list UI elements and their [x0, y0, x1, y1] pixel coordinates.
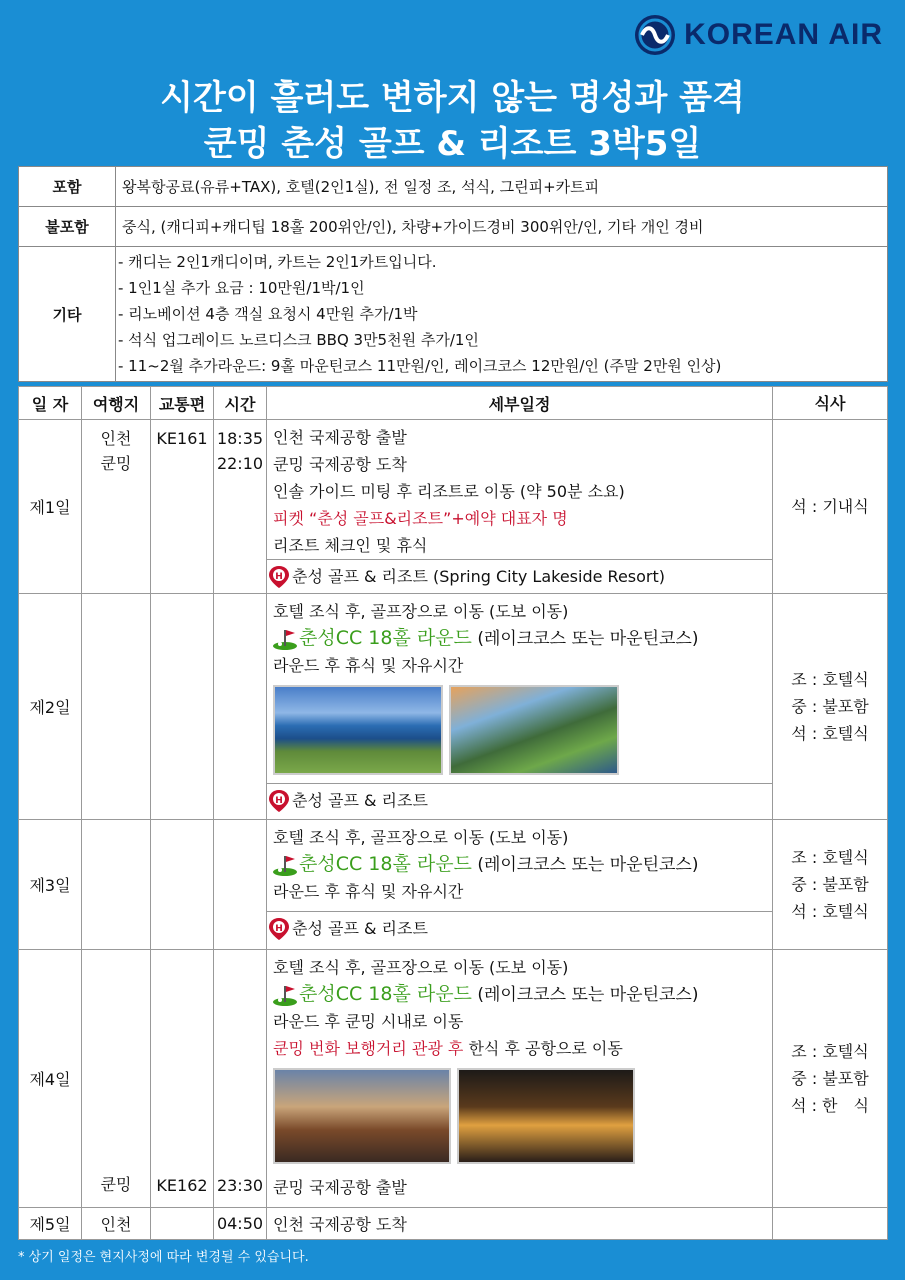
day1-city-arrive: 쿤밍: [100, 454, 132, 473]
hotel-pin-icon: [269, 918, 289, 940]
golf-flag-icon: [273, 628, 299, 650]
other-line: - 석식 업그레이드 노르디스크 BBQ 3만5천원 추가/1인: [118, 331, 479, 349]
hotel-pin-icon: [269, 790, 289, 812]
kunming-street-photo: [273, 1068, 451, 1164]
kunming-night-street-photo: [457, 1068, 635, 1164]
day4-meal-dinner: 석 : 한 식: [791, 1096, 869, 1115]
exclude-row: [19, 207, 888, 247]
day3-meal-dinner: 석 : 호텔식: [791, 902, 869, 921]
golf-flag-icon: [273, 854, 299, 876]
day2-meal-lunch: 중 : 불포함: [791, 697, 869, 716]
day2-detail-line: 호텔 조식 후, 골프장으로 이동 (도보 이동): [273, 602, 569, 621]
other-line: - 리노베이션 4층 객실 요청시 4만원 추가/1박: [118, 305, 418, 323]
day1-meal: 석 : 기내식: [773, 420, 888, 594]
day4-tour-line: [273, 1035, 772, 1062]
day3-detail-line: 라운드 후 휴식 및 자유시간: [273, 882, 464, 901]
day4-tour-rest: 한식 후 공항으로 이동: [463, 1039, 623, 1058]
day5-city: 인천: [82, 1208, 151, 1240]
day4-photos: [273, 1062, 772, 1172]
day3-golf-line: [273, 851, 772, 878]
include-text: 왕복항공료(유류+TAX), 호텔(2인1실), 전 일정 조, 석식, 그린피+카트피: [116, 167, 888, 207]
day2-hotel: [267, 783, 772, 817]
other-label: 기타: [19, 247, 116, 382]
svg-text:H: H: [275, 923, 283, 934]
day4-tour-highlight: 쿤밍 번화 보행거리 관광 후: [273, 1039, 464, 1058]
day3-hotel: [267, 911, 772, 945]
korean-air-logo: [634, 14, 883, 56]
day3-meal-lunch: 중 : 불포함: [791, 875, 869, 894]
mountain-golf-photo: [449, 685, 619, 775]
lake-golf-photo: [273, 685, 443, 775]
day2-row: [19, 594, 888, 820]
footer-note: * 상기 일정은 현지사정에 따라 변경될 수 있습니다.: [18, 1250, 309, 1265]
brand-name: KOREAN AIR: [684, 18, 883, 51]
day4-golf-main: 춘성CC 18홀 라운드: [299, 983, 472, 1005]
day1-label: 제1일: [19, 420, 82, 594]
day3-label: 제3일: [19, 820, 82, 950]
day5-time: 04:50: [214, 1208, 267, 1240]
exclude-label: 불포함: [19, 207, 116, 247]
day4-row: [19, 950, 888, 1208]
day4-city: 쿤밍: [100, 1175, 132, 1194]
day1-detail-line: 리조트 체크인 및 휴식: [273, 536, 428, 555]
itinerary-header-row: [19, 387, 888, 420]
day2-detail-line: 라운드 후 휴식 및 자유시간: [273, 656, 464, 675]
day5-row: [19, 1208, 888, 1240]
header-city: 여행지: [82, 387, 151, 420]
other-line: - 11~2월 추가라운드: 9홀 마운틴코스 11만원/인, 레이크코스 12만원/인 (주말 2만원 인상): [118, 357, 722, 375]
svg-text:H: H: [275, 795, 283, 806]
day1-picket-line: 피켓 “춘성 골프&리조트”+예약 대표자 명: [273, 509, 568, 528]
hotel-pin-icon: [269, 566, 289, 588]
other-line: - 캐디는 2인1캐디이며, 카트는 2인1카트입니다.: [118, 253, 437, 271]
day4-golf-sub: (레이크코스 또는 마운틴코스): [471, 985, 699, 1005]
day1-time-arrive: 22:10: [216, 454, 264, 473]
day1-hotel: [267, 559, 772, 593]
day2-golf-sub: (레이크코스 또는 마운틴코스): [471, 629, 699, 649]
day3-golf-main: 춘성CC 18홀 라운드: [299, 853, 472, 875]
day1-row: [19, 420, 888, 594]
header-meal: 식사: [773, 387, 888, 420]
day3-row: [19, 820, 888, 950]
day3-golf-sub: (레이크코스 또는 마운틴코스): [471, 855, 699, 875]
day4-meal-lunch: 중 : 불포함: [791, 1069, 869, 1088]
day3-meal-breakfast: 조 : 호텔식: [791, 848, 869, 867]
package-info-table: [18, 166, 888, 382]
day3-detail-line: 호텔 조식 후, 골프장으로 이동 (도보 이동): [273, 828, 569, 847]
day4-golf-line: [273, 981, 772, 1008]
other-row: [19, 247, 888, 382]
header-flight: 교통편: [151, 387, 214, 420]
day2-hotel-name: 춘성 골프 & 리조트: [292, 791, 428, 810]
day5-detail: 인천 국제공항 도착: [267, 1208, 773, 1240]
day1-time-depart: 18:35: [216, 429, 264, 448]
svg-text:H: H: [275, 571, 283, 582]
include-label: 포함: [19, 167, 116, 207]
header-detail: 세부일정: [267, 387, 773, 420]
include-row: [19, 167, 888, 207]
page-title-line1: 시간이 흘러도 변하지 않는 명성과 품격: [160, 78, 745, 118]
header-time: 시간: [214, 387, 267, 420]
page-title-line2: 쿤밍 춘성 골프 & 리조트 3박5일: [203, 124, 702, 164]
day1-detail-line: 쿤밍 국제공항 도착: [273, 455, 407, 474]
day4-detail-line: 호텔 조식 후, 골프장으로 이동 (도보 이동): [273, 958, 569, 977]
golf-flag-icon: [273, 984, 299, 1006]
header-day: 일 자: [19, 387, 82, 420]
day4-time: 23:30: [216, 1176, 264, 1195]
day2-label: 제2일: [19, 594, 82, 820]
exclude-text: 중식, (캐디피+캐디팁 18홀 200위안/인), 차량+가이드경비 300위안/인, 기타 개인 경비: [116, 207, 888, 247]
day3-hotel-name: 춘성 골프 & 리조트: [292, 919, 428, 938]
taegeuk-logo-icon: [634, 14, 676, 56]
day2-golf-main: 춘성CC 18홀 라운드: [299, 627, 472, 649]
day4-depart-line: 쿤밍 국제공항 출발: [273, 1178, 407, 1197]
day1-city-depart: 인천: [100, 429, 132, 448]
day2-meal-breakfast: 조 : 호텔식: [791, 670, 869, 689]
other-line: - 1인1실 추가 요금 : 10만원/1박/1인: [118, 279, 365, 297]
day1-detail-line: 인천 국제공항 출발: [273, 428, 407, 447]
day1-hotel-name: 춘성 골프 & 리조트 (Spring City Lakeside Resort): [292, 567, 666, 586]
itinerary-table: [18, 386, 888, 1240]
day2-golf-line: [273, 625, 772, 652]
day4-detail-line: 라운드 후 쿤밍 시내로 이동: [273, 1012, 464, 1031]
day1-flight: KE161: [156, 429, 208, 448]
day5-label: 제5일: [19, 1208, 82, 1240]
day2-photos: [273, 679, 772, 783]
day4-flight: KE162: [156, 1176, 208, 1195]
day2-meal-dinner: 석 : 호텔식: [791, 724, 869, 743]
day4-meal-breakfast: 조 : 호텔식: [791, 1042, 869, 1061]
day1-detail-line: 인솔 가이드 미팅 후 리조트로 이동 (약 50분 소요): [273, 482, 625, 501]
day4-label: 제4일: [19, 950, 82, 1208]
